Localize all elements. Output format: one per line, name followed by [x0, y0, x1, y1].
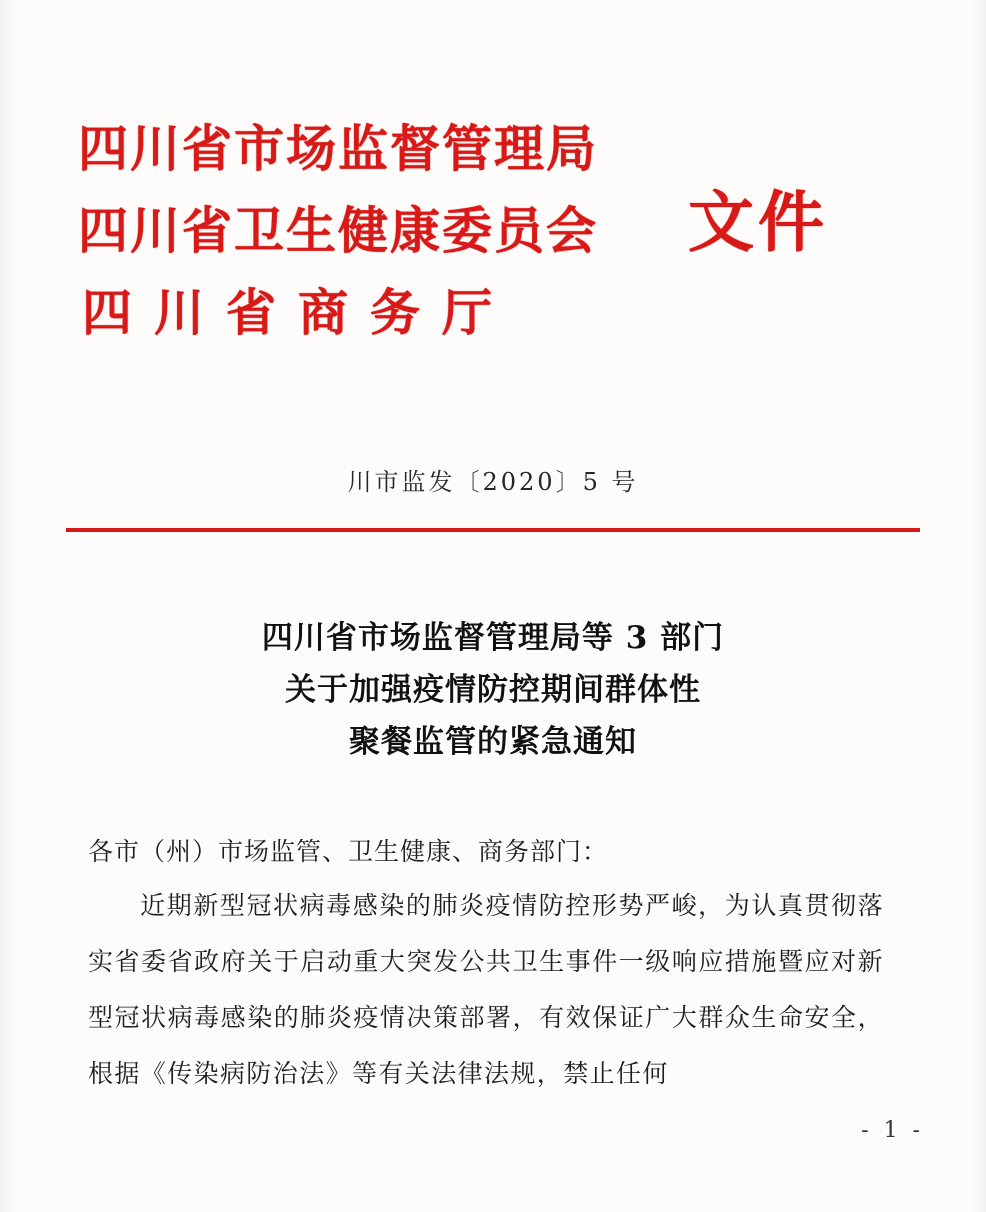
scan-edge-left — [0, 0, 16, 1212]
red-divider-rule — [66, 528, 920, 532]
title-line-1: 四川省市场监督管理局等 3 部门 — [261, 620, 725, 656]
paragraph-text: 近期新型冠状病毒感染的肺炎疫情防控形势严峻，为认真贯彻落实省委省政府关于启动重大突发公共卫生事件一级响应措施暨应对新型冠状病毒感染的肺炎疫情决策部署，有效保证广大群众生命安全，根据《传染病防治法》等有关法律法规，禁止任何 — [88, 891, 884, 1088]
issuing-org-line-1: 四川省市场监督管理局 — [78, 119, 598, 178]
issuing-organizations — [78, 108, 678, 354]
masthead — [78, 108, 908, 368]
page-number: - 1 - — [861, 1118, 924, 1143]
body-text — [88, 826, 884, 1102]
issuing-org-line-3: 四川省商务厅 — [82, 283, 514, 342]
salutation: 各市（州）市场监管、卫生健康、商务部门： — [88, 837, 609, 866]
document-number: 川市监发〔2020〕5 号 — [347, 468, 639, 496]
document-word: 文件 — [688, 183, 828, 261]
issuing-org-line-2: 四川省卫生健康委员会 — [78, 201, 598, 260]
page-title — [0, 612, 986, 768]
title-line-2: 关于加强疫情防控期间群体性 — [285, 672, 701, 708]
body-paragraph-1 — [88, 878, 884, 1102]
scan-edge-right — [970, 0, 986, 1212]
title-line-3: 聚餐监管的紧急通知 — [349, 724, 637, 760]
